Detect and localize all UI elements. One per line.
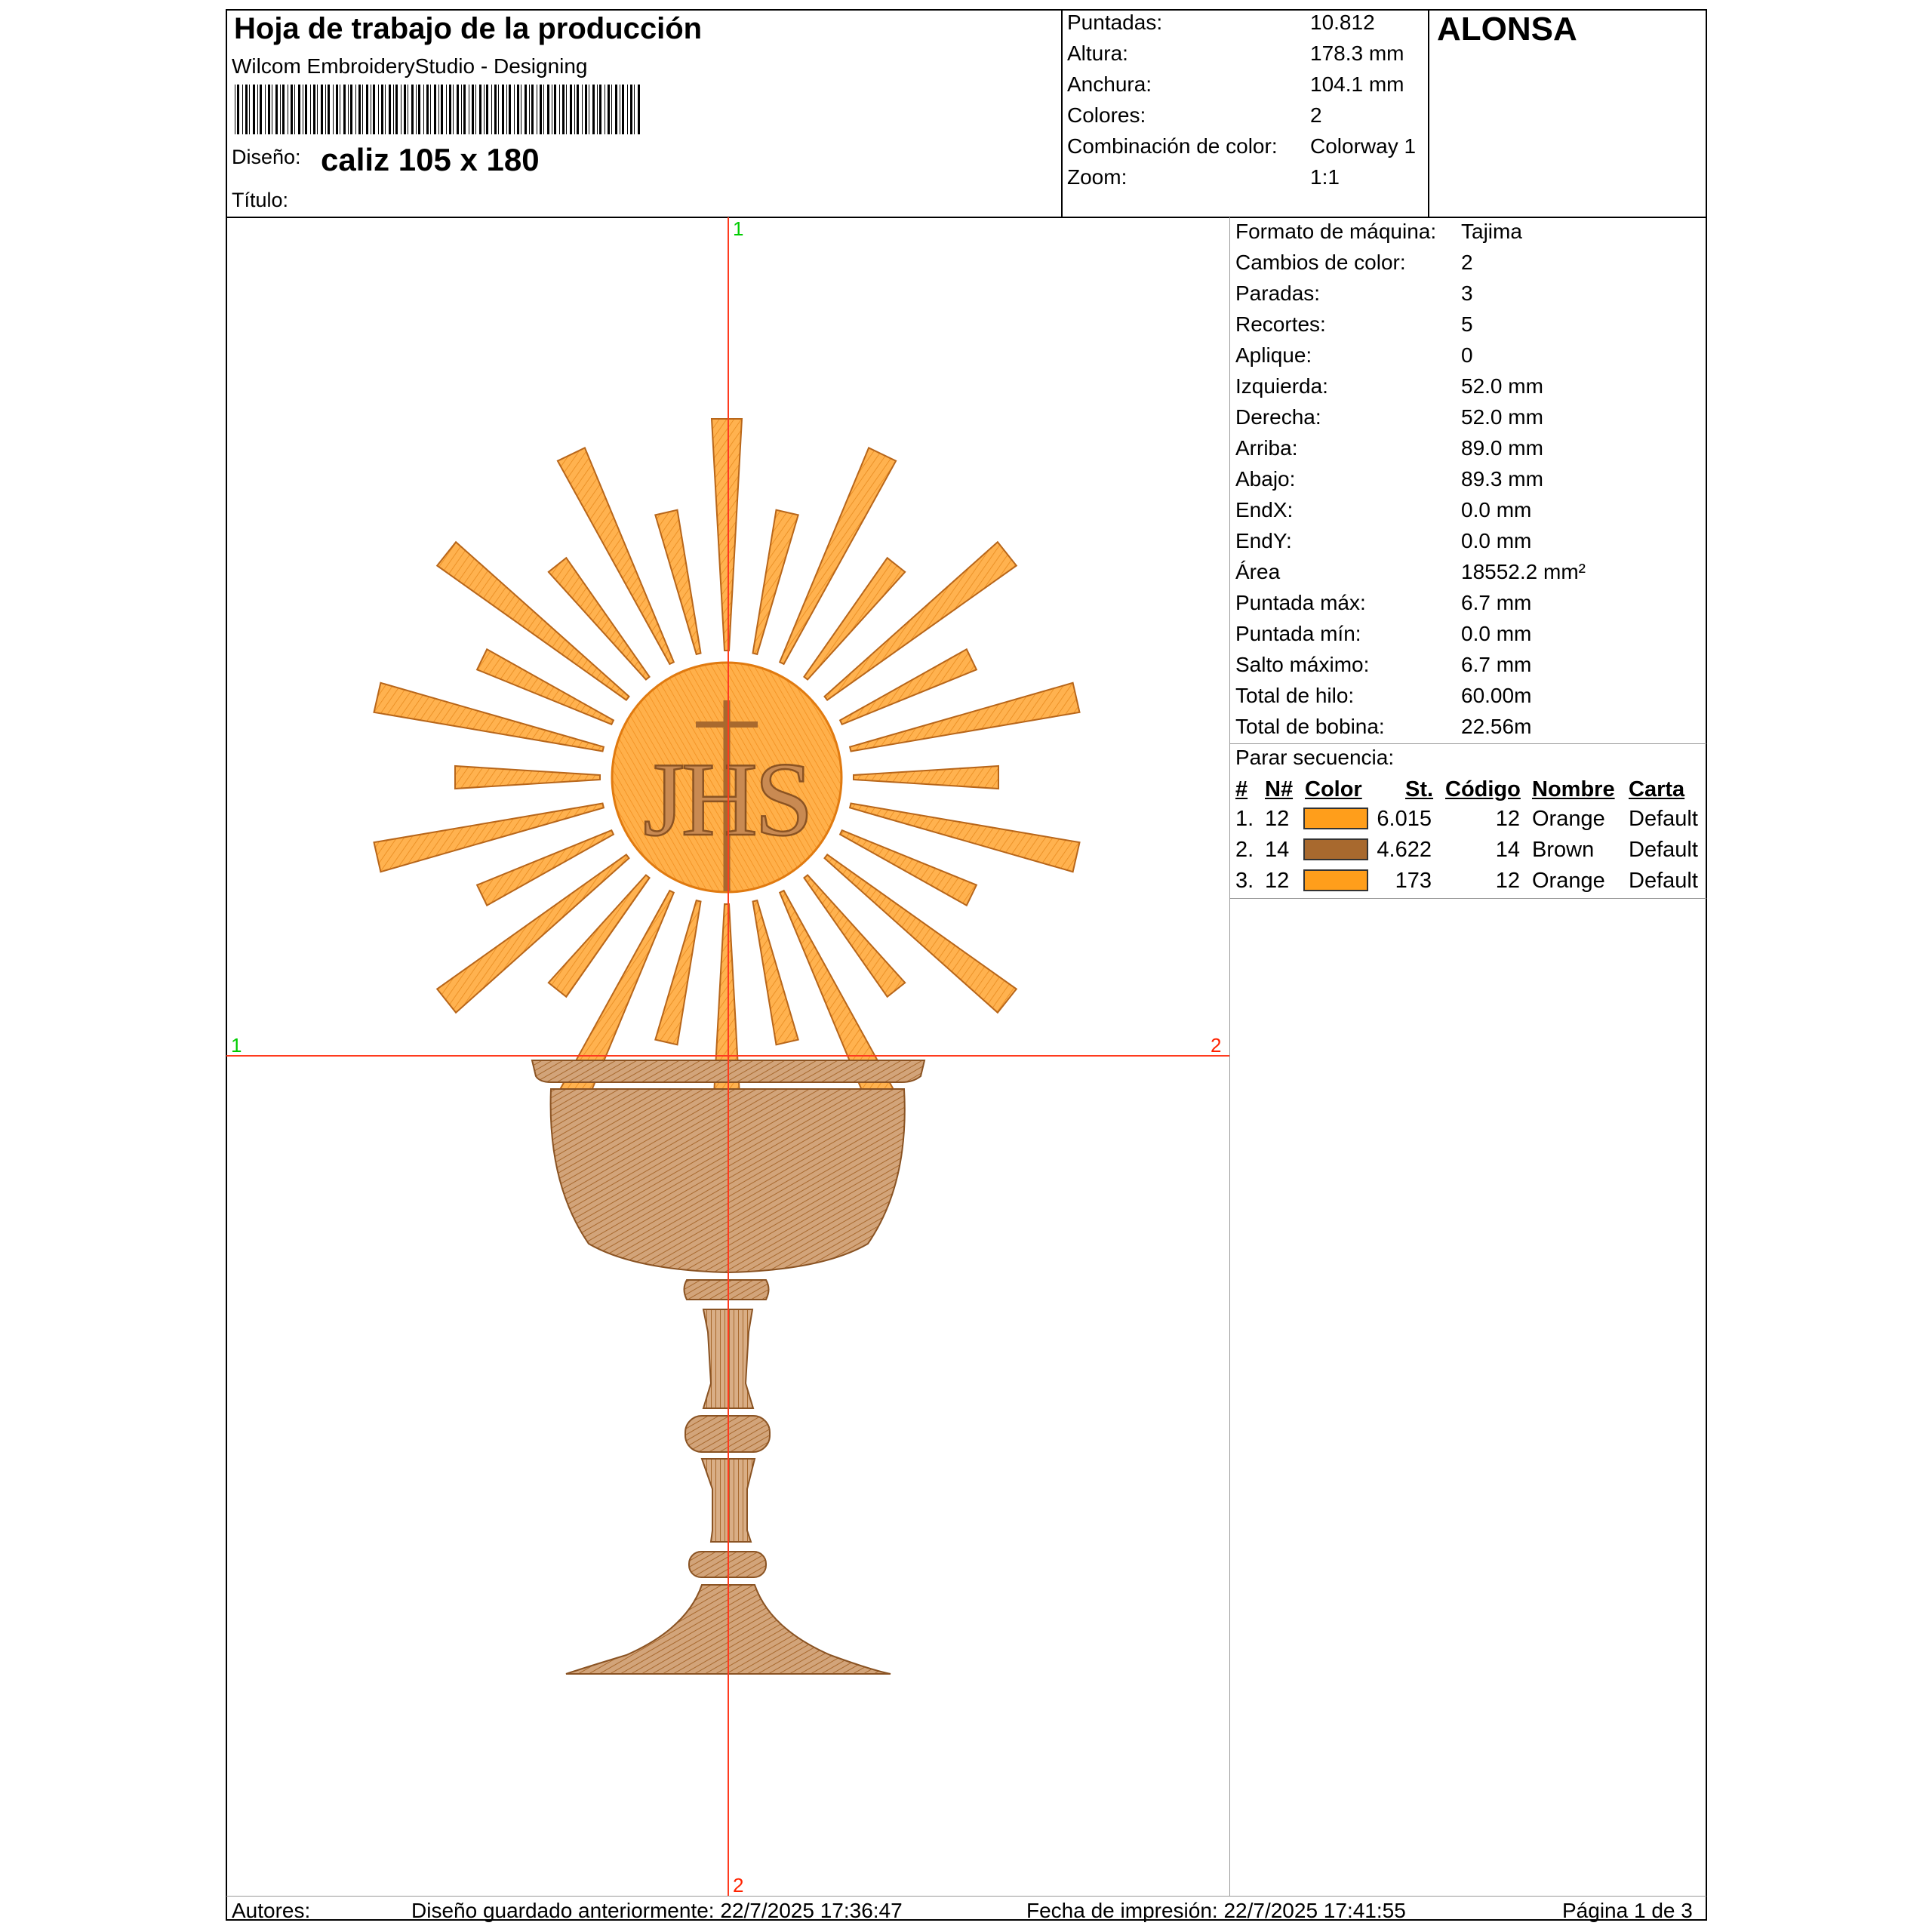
seq-chart: Default	[1629, 838, 1698, 862]
detail-label: Recortes:	[1235, 312, 1326, 336]
seq-header-code: Código	[1445, 777, 1521, 801]
detail-value: 52.0 mm	[1461, 374, 1543, 398]
seq-header-color: Color	[1305, 777, 1362, 801]
sun-ray	[477, 830, 614, 906]
summary-value: 10.812	[1310, 11, 1375, 34]
seq-header-name: Nombre	[1532, 777, 1615, 801]
seq-chart: Default	[1629, 869, 1698, 893]
detail-label: Paradas:	[1235, 281, 1321, 305]
summary-value: Colorway 1	[1310, 134, 1417, 158]
design-label: Diseño:	[232, 146, 301, 168]
sun-ray	[840, 649, 977, 724]
footer-authors: Autores:	[232, 1899, 311, 1922]
sun-ray	[850, 804, 1079, 872]
summary-value: 104.1 mm	[1310, 72, 1404, 96]
summary-value: 178.3 mm	[1310, 42, 1404, 65]
footer-saved-date: Diseño guardado anteriormente: 22/7/2025 17:36:47	[411, 1899, 903, 1922]
barcode	[235, 85, 646, 134]
brand-name: ALONSA	[1437, 11, 1577, 48]
seq-num: 14	[1265, 838, 1290, 862]
design-preview	[226, 217, 1229, 1896]
detail-label: Puntada mín:	[1235, 622, 1361, 645]
detail-label: Total de bobina:	[1235, 715, 1385, 738]
summary-label: Puntadas:	[1067, 11, 1163, 34]
axis-label-bottom: 2	[733, 1874, 744, 1897]
seq-chart: Default	[1629, 807, 1698, 831]
axis-label-left: 1	[231, 1034, 242, 1057]
header-divider-2	[1428, 9, 1429, 217]
summary-label: Colores:	[1067, 103, 1146, 127]
jhs-monogram: JHS	[643, 741, 811, 858]
detail-value: 6.7 mm	[1461, 591, 1532, 614]
detail-label: Arriba:	[1235, 436, 1298, 460]
sequence-bottom-divider	[1230, 898, 1706, 899]
detail-label: Cambios de color:	[1235, 251, 1406, 274]
design-axes	[226, 217, 1229, 1896]
sun-ray	[850, 683, 1079, 752]
seq-stitches: 6.015	[1377, 807, 1432, 831]
detail-value: 5	[1461, 312, 1473, 336]
body-divider	[1229, 217, 1230, 1897]
detail-value: 89.3 mm	[1461, 467, 1543, 491]
software-name: Wilcom EmbroideryStudio - Designing	[232, 54, 588, 78]
title-label: Título:	[232, 189, 289, 211]
detail-label: Total de hilo:	[1235, 684, 1355, 707]
header-divider-1	[1061, 9, 1063, 217]
seq-num: 12	[1265, 869, 1290, 893]
design-name: caliz 105 x 180	[321, 142, 540, 177]
detail-label: Puntada máx:	[1235, 591, 1366, 614]
seq-header-chart: Carta	[1629, 777, 1685, 801]
seq-num: 12	[1265, 807, 1290, 831]
seq-code: 12	[1495, 807, 1520, 831]
detail-value: 3	[1461, 281, 1473, 305]
color-swatch-brown	[1303, 838, 1368, 860]
seq-name: Orange	[1532, 869, 1605, 893]
sun-ray	[712, 419, 742, 651]
sun-ray	[854, 766, 998, 789]
seq-idx: 1.	[1235, 807, 1254, 831]
detail-value: 89.0 mm	[1461, 436, 1543, 460]
detail-value: 18552.2 mm²	[1461, 560, 1586, 583]
detail-value: 0.0 mm	[1461, 498, 1532, 521]
axis-label-top: 1	[733, 217, 744, 240]
detail-label: Aplique:	[1235, 343, 1312, 367]
detail-value: 22.56m	[1461, 715, 1532, 738]
detail-value: 0.0 mm	[1461, 622, 1532, 645]
detail-label: Salto máximo:	[1235, 653, 1370, 676]
axis-label-right: 2	[1211, 1034, 1222, 1057]
seq-name: Orange	[1532, 807, 1605, 831]
summary-label: Zoom:	[1067, 165, 1128, 189]
detail-value: 0.0 mm	[1461, 529, 1532, 552]
seq-stitches: 173	[1395, 869, 1432, 893]
detail-label: Abajo:	[1235, 467, 1296, 491]
seq-stitches: 4.622	[1377, 838, 1432, 862]
summary-value: 1:1	[1310, 165, 1340, 189]
seq-idx: 2.	[1235, 838, 1254, 862]
detail-value: 6.7 mm	[1461, 653, 1532, 676]
summary-value: 2	[1310, 103, 1322, 127]
chalice-collar	[685, 1280, 769, 1300]
sun-ray	[374, 683, 604, 752]
detail-value: 52.0 mm	[1461, 405, 1543, 429]
footer-top-divider	[226, 1896, 1706, 1897]
page-title: Hoja de trabajo de la producción	[234, 12, 703, 45]
sun-ray	[477, 649, 614, 724]
sun-ray	[840, 830, 977, 906]
detail-label: Formato de máquina:	[1235, 220, 1437, 243]
summary-label: Anchura:	[1067, 72, 1152, 96]
footer-page-number: Página 1 de 3	[1562, 1899, 1693, 1922]
details-divider	[1230, 743, 1706, 744]
seq-code: 14	[1495, 838, 1520, 862]
seq-code: 12	[1495, 869, 1520, 893]
host-disc	[612, 663, 841, 892]
seq-name: Brown	[1532, 838, 1595, 862]
footer-print-date: Fecha de impresión: 22/7/2025 17:41:55	[1026, 1899, 1406, 1922]
sequence-title: Parar secuencia:	[1235, 746, 1395, 769]
detail-value: 2	[1461, 251, 1473, 274]
seq-header-idx: #	[1235, 777, 1248, 801]
detail-label: Derecha:	[1235, 405, 1321, 429]
color-swatch-orange	[1303, 869, 1368, 891]
seq-header-stitches: St.	[1405, 777, 1434, 801]
color-swatch-orange	[1303, 808, 1368, 829]
detail-value: Tajima	[1461, 220, 1522, 243]
seq-idx: 3.	[1235, 869, 1254, 893]
detail-value: 60.00m	[1461, 684, 1532, 707]
detail-label: EndX:	[1235, 498, 1294, 521]
detail-label: Área	[1235, 560, 1281, 583]
summary-label: Altura:	[1067, 42, 1128, 65]
sun-ray	[374, 804, 604, 872]
sun-ray	[455, 766, 600, 789]
seq-header-num: N#	[1265, 777, 1294, 801]
detail-label: EndY:	[1235, 529, 1292, 552]
summary-label: Combinación de color:	[1067, 134, 1278, 158]
detail-label: Izquierda:	[1235, 374, 1328, 398]
detail-value: 0	[1461, 343, 1473, 367]
